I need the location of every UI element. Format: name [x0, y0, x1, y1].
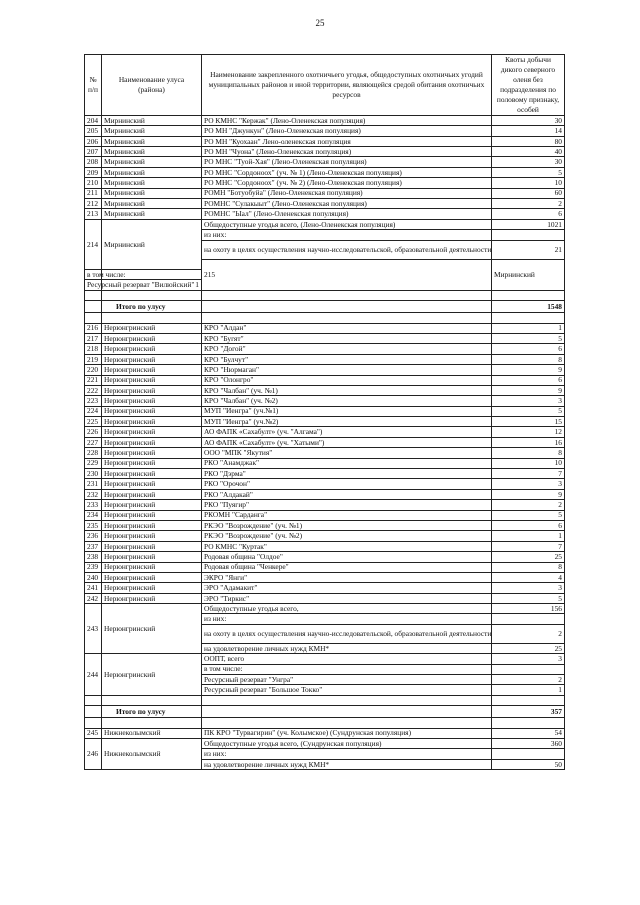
ground-subheading: в том числе:: [202, 664, 492, 674]
ground-name: Ресурсный резерват "Вилюйский": [85, 280, 102, 290]
ground-name: ЭРО "Тиркис": [202, 593, 492, 603]
gap-cell: [492, 290, 565, 300]
ground-name: Родовая община "Ченкере": [202, 562, 492, 572]
table-row: [85, 147, 565, 157]
ground-name: ПК КРО "Турвагирин" (уч. Колымское) (Сундрунская популяция): [202, 728, 492, 738]
quota-value: 1: [492, 531, 565, 541]
ground-name: МУП "Иенгра" (уч.№1): [202, 406, 492, 416]
ground-name: РО КМНС "Кержак" (Лено-Оленекская популяция): [202, 115, 492, 125]
table-row: [85, 167, 565, 177]
quota-value: 1: [492, 685, 565, 695]
ulus-name: Нерюнгринский: [102, 583, 202, 593]
ground-name: ЭКРО "Янги": [202, 572, 492, 582]
table-row: [85, 489, 565, 499]
ground-name: Общедоступные угодья всего,: [202, 604, 492, 614]
row-number: 227: [85, 437, 102, 447]
table-row: [85, 126, 565, 136]
total-value: 1548: [492, 301, 565, 313]
quota-value: 30: [492, 157, 565, 167]
ulus-name: Нерюнгринский: [102, 375, 202, 385]
row-number: 205: [85, 126, 102, 136]
ulus-name: Нерюнгринский: [102, 604, 202, 654]
ground-name: АО ФАПК «Сахабулт» (уч. "Хатыми"): [202, 437, 492, 447]
gap-cell: [85, 695, 102, 705]
total-spacer: [85, 301, 102, 313]
quota-value: 5: [492, 333, 565, 343]
table-row: [85, 510, 565, 520]
ulus-name: Мирнинский: [102, 199, 202, 209]
row-number: 241: [85, 583, 102, 593]
ground-subheading: из них:: [202, 749, 492, 759]
mirny-rows: [85, 115, 565, 219]
table-row: [85, 479, 565, 489]
quota-value: 2: [492, 675, 565, 685]
mirny-aggregate-rows: [85, 219, 565, 323]
ulus-name: Нерюнгринский: [102, 354, 202, 364]
table-row: [85, 115, 565, 125]
quota-value: 5: [492, 510, 565, 520]
ulus-name: Нерюнгринский: [102, 458, 202, 468]
ground-name: РОМНС "Ыал" (Лено-Оленекская популяция): [202, 209, 492, 219]
quota-value: 1: [492, 323, 565, 333]
gap-cell: [492, 695, 565, 705]
nerungri-aggregate-rows: [85, 604, 565, 770]
table-row: [85, 375, 565, 385]
quota-value: 5: [492, 406, 565, 416]
quota-value: 54: [492, 728, 565, 738]
quota-value: 2: [492, 199, 565, 209]
ground-name: МУП "Иенгра" (уч.№2): [202, 417, 492, 427]
ulus-name: Мирнинский: [492, 259, 565, 290]
quota-empty: [492, 230, 565, 240]
nerungri-rows: [85, 323, 565, 604]
row-number: 224: [85, 406, 102, 416]
quota-value: 7: [492, 469, 565, 479]
row-number: 237: [85, 541, 102, 551]
row-number: 209: [85, 167, 102, 177]
ulus-name: Нерюнгринский: [102, 500, 202, 510]
ground-name: РКО "Алдакай": [202, 489, 492, 499]
ulus-name: Нижнеколымский: [102, 728, 202, 738]
quota-value: 2: [492, 624, 565, 643]
row-number: 218: [85, 344, 102, 354]
quota-value: 8: [492, 448, 565, 458]
quota-value: 3: [492, 396, 565, 406]
total-label: Итого по улусу: [102, 301, 202, 313]
gap-cell: [102, 290, 202, 300]
gap-cell: [202, 313, 492, 323]
ground-name: РОМН "Ботуобуйа" (Лено-Оленекская популяция): [202, 188, 492, 198]
quota-value: 1021: [492, 219, 565, 229]
ground-name: КРО "Чалбан" (уч. №1): [202, 385, 492, 395]
ulus-name: Нерюнгринский: [102, 552, 202, 562]
table-row: [85, 552, 565, 562]
row-number: 222: [85, 385, 102, 395]
ground-name: РКО "Орочон": [202, 479, 492, 489]
table-row: [85, 562, 565, 572]
row-number: 245: [85, 728, 102, 738]
ground-subheading: из них:: [202, 614, 492, 624]
row-number: 207: [85, 147, 102, 157]
row-number: 212: [85, 199, 102, 209]
ground-name: КРО "Бугят": [202, 333, 492, 343]
ground-name: на охоту в целях осуществления научно-исследовательской, образовательной деятельности: [202, 624, 492, 643]
row-number: 217: [85, 333, 102, 343]
row-number: 228: [85, 448, 102, 458]
quota-value: 25: [492, 552, 565, 562]
gap-cell: [85, 718, 102, 728]
row-number: 213: [85, 209, 102, 219]
ulus-total-row: [85, 301, 565, 313]
row-number: 214: [85, 219, 102, 269]
quota-value: 1: [102, 280, 202, 290]
quota-value: 40: [492, 147, 565, 157]
ground-name: РКО "Анамджак": [202, 458, 492, 468]
ulus-name: Нерюнгринский: [102, 427, 202, 437]
ground-name: РКЭО "Возрождение" (уч. №2): [202, 531, 492, 541]
quota-value: 9: [492, 385, 565, 395]
quota-empty: [492, 664, 565, 674]
ground-name: ООО "МПК "Якутия": [202, 448, 492, 458]
row-number: 236: [85, 531, 102, 541]
ulus-name: Нерюнгринский: [102, 572, 202, 582]
row-number: 215: [202, 259, 492, 290]
ground-name: РО МН "Джункун" (Лено-Оленекская популяция): [202, 126, 492, 136]
row-number: 230: [85, 469, 102, 479]
gap-cell: [102, 695, 202, 705]
ulus-name: Мирнинский: [102, 147, 202, 157]
gap-cell: [85, 313, 102, 323]
table-row: [85, 583, 565, 593]
quota-empty: [492, 749, 565, 759]
table-row: [85, 427, 565, 437]
row-number: 211: [85, 188, 102, 198]
quota-value: 156: [492, 604, 565, 614]
total-spacer: [85, 706, 102, 718]
total-label: Итого по улусу: [102, 706, 202, 718]
ulus-name: Нерюнгринский: [102, 654, 202, 696]
ulus-name: Нерюнгринский: [102, 593, 202, 603]
row-number: 208: [85, 157, 102, 167]
ground-name: РО МНС "Туой-Хая" (Лено-Оленекская популяция): [202, 157, 492, 167]
table-row: [85, 469, 565, 479]
ulus-name: Мирнинский: [102, 219, 202, 269]
gap-cell: [102, 313, 202, 323]
quota-value: 8: [492, 562, 565, 572]
gap-cell: [102, 718, 202, 728]
page-number: 25: [315, 18, 325, 28]
ulus-name: Нерюнгринский: [102, 469, 202, 479]
ground-name: КРО "Нюрмаган": [202, 365, 492, 375]
ulus-name: Нерюнгринский: [102, 323, 202, 333]
table-row: [85, 365, 565, 375]
table-row: [85, 728, 565, 738]
ulus-name: Нерюнгринский: [102, 406, 202, 416]
quota-empty: [492, 614, 565, 624]
ulus-name: Нерюнгринский: [102, 437, 202, 447]
quota-value: 9: [492, 365, 565, 375]
row-number: 234: [85, 510, 102, 520]
row-number: 233: [85, 500, 102, 510]
row-number: 223: [85, 396, 102, 406]
quota-value: 25: [492, 643, 565, 653]
ulus-name: Мирнинский: [102, 126, 202, 136]
ulus-name: Нерюнгринский: [102, 396, 202, 406]
table-row: [85, 136, 565, 146]
ulus-name: Мирнинский: [102, 157, 202, 167]
row-number: 246: [85, 739, 102, 770]
table-row: [85, 333, 565, 343]
ground-name: на удовлетворение личных нужд КМН*: [202, 643, 492, 653]
header-quota: Квоты добычи дикого северного оленя без подразделения по половому признаку, особей: [492, 55, 565, 116]
table-row: [85, 406, 565, 416]
row-number: 206: [85, 136, 102, 146]
table-row: [85, 199, 565, 209]
quota-value: 5: [492, 593, 565, 603]
ground-name: на удовлетворение личных нужд КМН*: [202, 759, 492, 769]
row-number: 232: [85, 489, 102, 499]
ground-name: РО МНС "Сордоноох" (уч. № 1) (Лено-Оленекская популяция): [202, 167, 492, 177]
ground-name: РО МН "Чуона" (Лено-Оленекская популяция): [202, 147, 492, 157]
total-spacer: [202, 706, 492, 718]
ulus-name: Нерюнгринский: [102, 562, 202, 572]
ground-name: РО КМНС "Куртак": [202, 541, 492, 551]
table-row: [85, 178, 565, 188]
quota-value: 3: [492, 479, 565, 489]
ulus-name: Нерюнгринский: [102, 385, 202, 395]
gap-cell: [492, 718, 565, 728]
ulus-name: Мирнинский: [102, 178, 202, 188]
ulus-name: Нижнеколымский: [102, 739, 202, 770]
quota-value: 6: [492, 520, 565, 530]
quota-value: 6: [492, 209, 565, 219]
table-row: [85, 385, 565, 395]
ulus-name: Нерюнгринский: [102, 541, 202, 551]
ulus-name: Нерюнгринский: [102, 417, 202, 427]
ulus-name: Нерюнгринский: [102, 489, 202, 499]
ground-name: ООПТ, всего: [202, 654, 492, 664]
ground-name: АО ФАПК «Сахабулт» (уч. "Алгама"): [202, 427, 492, 437]
ulus-name: Нерюнгринский: [102, 344, 202, 354]
ground-name: КРО "Догой": [202, 344, 492, 354]
ground-name: на охоту в целях осуществления научно-исследовательской, образовательной деятельности: [202, 240, 492, 259]
ulus-name: Нерюнгринский: [102, 510, 202, 520]
header-ulus: Наименование улуса (района): [102, 55, 202, 116]
ulus-name: Мирнинский: [102, 115, 202, 125]
ground-name: РКО "Дэрма": [202, 469, 492, 479]
quota-value: 10: [492, 178, 565, 188]
ground-name: КРО "Булчут": [202, 354, 492, 364]
gap-cell: [202, 718, 492, 728]
ulus-name: Мирнинский: [102, 188, 202, 198]
gap-cell: [492, 313, 565, 323]
quota-value: 7: [492, 541, 565, 551]
row-number: 229: [85, 458, 102, 468]
total-spacer: [202, 301, 492, 313]
table-row: [85, 500, 565, 510]
row-number: 219: [85, 354, 102, 364]
quota-value: 3: [492, 654, 565, 664]
quota-value: 60: [492, 188, 565, 198]
quota-value: 50: [492, 759, 565, 769]
row-number: 231: [85, 479, 102, 489]
row-number: 244: [85, 654, 102, 696]
header-num: № п/п: [85, 55, 102, 116]
row-number: 220: [85, 365, 102, 375]
table-row: [85, 448, 565, 458]
ground-name: КРО "Чалбан" (уч. №2): [202, 396, 492, 406]
row-number: 239: [85, 562, 102, 572]
ground-subheading: из них:: [202, 230, 492, 240]
quota-value: 360: [492, 739, 565, 749]
quota-value: 6: [492, 344, 565, 354]
row-number: 242: [85, 593, 102, 603]
ulus-name: Нерюнгринский: [102, 479, 202, 489]
row-number: 221: [85, 375, 102, 385]
ground-name: КРО "Алдан": [202, 323, 492, 333]
ground-name: ЭРО "Адамакит": [202, 583, 492, 593]
quota-value: 8: [492, 354, 565, 364]
row-number: 216: [85, 323, 102, 333]
quota-value: 15: [492, 417, 565, 427]
table-row: [85, 437, 565, 447]
quota-value: 6: [492, 375, 565, 385]
table-row: [85, 531, 565, 541]
quota-value: 12: [492, 427, 565, 437]
quota-value: 21: [492, 240, 565, 259]
gap-cell: [202, 290, 492, 300]
quota-table: [84, 54, 565, 770]
ground-name: Общедоступные угодья всего, (Лено-Оленекская популяция): [202, 219, 492, 229]
ulus-total-row: [85, 706, 565, 718]
table-row: [85, 396, 565, 406]
quota-value: 14: [492, 126, 565, 136]
ulus-name: Нерюнгринский: [102, 333, 202, 343]
table-row: [85, 593, 565, 603]
ulus-name: Нерюнгринский: [102, 531, 202, 541]
ground-name: Родовая община "Олдое": [202, 552, 492, 562]
row-number: 226: [85, 427, 102, 437]
row-number: 210: [85, 178, 102, 188]
table-row: [85, 458, 565, 468]
table-row: [85, 209, 565, 219]
header-ground: Наименование закрепленного охотничьего угодья, общедоступных охотничьих угодий муниципальных районов и иной территории, являющейся средой обитания охотничьих ресурсов: [202, 55, 492, 116]
table-row: [85, 157, 565, 167]
row-number: 243: [85, 604, 102, 654]
ulus-name: Мирнинский: [102, 209, 202, 219]
ground-name: Ресурсный резерват "Большое Токко": [202, 685, 492, 695]
gap-cell: [85, 290, 102, 300]
ulus-name: Нерюнгринский: [102, 448, 202, 458]
quota-value: 30: [492, 115, 565, 125]
ground-name: РКОМН "Сарданга": [202, 510, 492, 520]
table-row: [85, 354, 565, 364]
quota-value: 2: [492, 500, 565, 510]
ground-name: КРО "Олонгро": [202, 375, 492, 385]
ground-name: Ресурсный резерват "Унгра": [202, 675, 492, 685]
gap-cell: [202, 695, 492, 705]
ulus-name: Нерюнгринский: [102, 365, 202, 375]
ground-name: Общедоступные угодья всего, (Сундрунская популяция): [202, 739, 492, 749]
row-number: 204: [85, 115, 102, 125]
row-number: 225: [85, 417, 102, 427]
ground-name: РКО "Пуягир": [202, 500, 492, 510]
row-number: 240: [85, 572, 102, 582]
quota-value: 9: [492, 489, 565, 499]
header-row: [85, 55, 565, 116]
quota-value: 5: [492, 167, 565, 177]
total-value: 357: [492, 706, 565, 718]
table-row: [85, 417, 565, 427]
quota-value: 4: [492, 572, 565, 582]
row-number: 238: [85, 552, 102, 562]
row-number: 235: [85, 520, 102, 530]
quota-value: 80: [492, 136, 565, 146]
ground-name: РО МН "Куохаан" Лено-оленекская популяция: [202, 136, 492, 146]
ground-name: РКЭО "Возрождение" (уч. №1): [202, 520, 492, 530]
table-row: [85, 188, 565, 198]
table-row: [85, 541, 565, 551]
quota-value: 3: [492, 583, 565, 593]
ground-name: РОМНС "Сулакыыт" (Лено-Оленекская популяция): [202, 199, 492, 209]
ground-subheading: в том числе:: [85, 269, 102, 279]
ground-name: РО МНС "Сордоноох" (уч. № 2) (Лено-Оленекская популяция): [202, 178, 492, 188]
ulus-name: Нерюнгринский: [102, 520, 202, 530]
quota-value: 10: [492, 458, 565, 468]
table-row: [85, 323, 565, 333]
table-row: [85, 520, 565, 530]
ulus-name: Мирнинский: [102, 136, 202, 146]
quota-value: 16: [492, 437, 565, 447]
ulus-name: Мирнинский: [102, 167, 202, 177]
table-row: [85, 572, 565, 582]
table-row: [85, 344, 565, 354]
